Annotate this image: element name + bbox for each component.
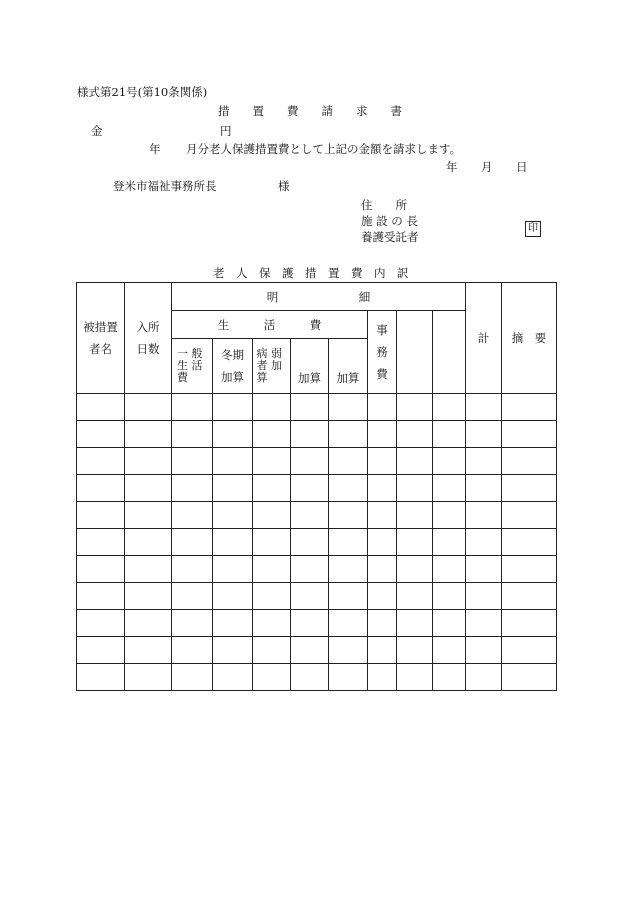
- date-year: 年: [446, 160, 458, 174]
- table-cell[interactable]: [466, 448, 502, 475]
- header-person-line-2: 者名: [89, 342, 112, 356]
- table-cell[interactable]: [502, 394, 557, 421]
- table-cell[interactable]: [172, 556, 213, 583]
- table-cell[interactable]: [291, 664, 329, 691]
- table-cell[interactable]: [213, 502, 253, 529]
- table-cell[interactable]: [77, 475, 125, 502]
- table-cell[interactable]: [466, 583, 502, 610]
- office-cost-char-2: 務: [376, 345, 388, 359]
- table-cell[interactable]: [125, 556, 172, 583]
- date-month: 月: [481, 160, 493, 174]
- table-cell[interactable]: [125, 610, 172, 637]
- table-cell[interactable]: [213, 583, 253, 610]
- general-living-text: 一 般 生 活 費: [177, 347, 203, 384]
- table-cell[interactable]: [433, 394, 466, 421]
- table-cell[interactable]: [172, 502, 213, 529]
- header-addition-1: [291, 339, 329, 394]
- table-cell[interactable]: [502, 448, 557, 475]
- contractor-label: 養護受託者: [361, 230, 419, 244]
- table-cell[interactable]: [502, 637, 557, 664]
- table-cell[interactable]: [397, 637, 433, 664]
- table-cell[interactable]: [125, 664, 172, 691]
- table-cell[interactable]: [502, 529, 557, 556]
- table-cell[interactable]: [368, 664, 397, 691]
- winter-line-2: 加算: [221, 370, 244, 384]
- table-cell[interactable]: [213, 556, 253, 583]
- table-cell[interactable]: [213, 610, 253, 637]
- table-cell[interactable]: [125, 475, 172, 502]
- table-row: [77, 583, 557, 610]
- table-cell[interactable]: [125, 637, 172, 664]
- table-cell[interactable]: [466, 610, 502, 637]
- table-cell[interactable]: [77, 610, 125, 637]
- header-days: [125, 283, 172, 394]
- header-blank-1: [397, 311, 433, 394]
- table-cell[interactable]: [172, 448, 213, 475]
- date-day: 日: [516, 160, 528, 174]
- table-cell[interactable]: [368, 610, 397, 637]
- table-cell[interactable]: [329, 556, 368, 583]
- table-cell[interactable]: [77, 664, 125, 691]
- table-cell[interactable]: [502, 556, 557, 583]
- table-cell[interactable]: [368, 475, 397, 502]
- table-cell[interactable]: [502, 583, 557, 610]
- facility-head-label: 施 設 の 長: [361, 214, 418, 228]
- sick-line-1: 病 弱 者 加: [256, 347, 282, 372]
- table-cell[interactable]: [329, 421, 368, 448]
- addressee: 登米市福祉事務所長: [113, 179, 217, 193]
- amount-unit: 円: [220, 124, 232, 138]
- table-cell[interactable]: [125, 529, 172, 556]
- table-cell[interactable]: [77, 583, 125, 610]
- sick-line-2: 算: [256, 371, 268, 384]
- table-cell[interactable]: [253, 637, 291, 664]
- table-cell[interactable]: [125, 583, 172, 610]
- table-cell[interactable]: [213, 475, 253, 502]
- address-label: 住 所: [361, 198, 407, 212]
- table-row: [77, 664, 557, 691]
- table-row: [77, 421, 557, 448]
- header-office-cost: [368, 311, 397, 394]
- document-title: 措 置 費 請 求 書: [218, 104, 402, 118]
- table-cell[interactable]: [291, 637, 329, 664]
- table-cell[interactable]: [125, 394, 172, 421]
- table-cell[interactable]: [433, 556, 466, 583]
- table-cell[interactable]: [466, 421, 502, 448]
- header-total: 計: [466, 283, 502, 394]
- table-cell[interactable]: [172, 475, 213, 502]
- table-cell[interactable]: [433, 637, 466, 664]
- seal-box: 印: [525, 221, 541, 237]
- header-days-line-2: 日数: [136, 342, 160, 356]
- table-cell[interactable]: [397, 394, 433, 421]
- table-cell[interactable]: [397, 610, 433, 637]
- table-cell[interactable]: [291, 556, 329, 583]
- table-cell[interactable]: [291, 448, 329, 475]
- table-cell[interactable]: [466, 556, 502, 583]
- table-cell[interactable]: [466, 394, 502, 421]
- table-cell[interactable]: [329, 502, 368, 529]
- addition-2-text: 加算: [336, 371, 360, 385]
- table-cell[interactable]: [291, 583, 329, 610]
- table-cell[interactable]: [253, 664, 291, 691]
- table-cell[interactable]: [433, 502, 466, 529]
- table-cell[interactable]: [466, 529, 502, 556]
- table-cell[interactable]: [172, 529, 213, 556]
- header-days-line-1: 入所: [136, 320, 160, 334]
- table-cell[interactable]: [466, 664, 502, 691]
- table-row: [77, 556, 557, 583]
- table-cell[interactable]: [291, 529, 329, 556]
- table-cell[interactable]: [329, 475, 368, 502]
- table-cell[interactable]: [213, 448, 253, 475]
- table-cell[interactable]: [253, 610, 291, 637]
- table-row: [77, 502, 557, 529]
- office-cost-char-3: 費: [376, 367, 388, 381]
- table-cell[interactable]: [253, 421, 291, 448]
- amount-label: 金: [91, 124, 103, 138]
- header-living-cost: 生 活 費: [172, 311, 368, 339]
- table-cell[interactable]: [397, 583, 433, 610]
- table-cell[interactable]: [172, 583, 213, 610]
- table-cell[interactable]: [213, 529, 253, 556]
- table-cell[interactable]: [466, 502, 502, 529]
- table-cell[interactable]: [77, 502, 125, 529]
- table-cell[interactable]: [433, 421, 466, 448]
- table-cell[interactable]: [502, 610, 557, 637]
- table-cell[interactable]: [253, 448, 291, 475]
- table-cell[interactable]: [77, 448, 125, 475]
- table-cell[interactable]: [213, 637, 253, 664]
- table-cell[interactable]: [502, 421, 557, 448]
- header-winter-addition: [213, 339, 253, 394]
- table-cell[interactable]: [502, 502, 557, 529]
- table-cell[interactable]: [213, 421, 253, 448]
- header-remarks: 摘 要: [502, 283, 557, 394]
- table-cell[interactable]: [172, 610, 213, 637]
- table-row: [77, 637, 557, 664]
- table-cell[interactable]: [172, 637, 213, 664]
- table-cell[interactable]: [329, 529, 368, 556]
- table-cell[interactable]: [502, 475, 557, 502]
- table-cell[interactable]: [77, 394, 125, 421]
- table-cell[interactable]: [433, 448, 466, 475]
- table-cell[interactable]: [397, 502, 433, 529]
- table-cell[interactable]: [368, 394, 397, 421]
- header-general-living: [172, 339, 213, 394]
- table-cell[interactable]: [172, 421, 213, 448]
- table-cell[interactable]: [466, 475, 502, 502]
- table-cell[interactable]: [397, 475, 433, 502]
- table-cell[interactable]: [368, 448, 397, 475]
- table-row: [77, 529, 557, 556]
- table-cell[interactable]: [433, 610, 466, 637]
- header-addition-2: [329, 339, 368, 394]
- table-cell[interactable]: [291, 502, 329, 529]
- table-cell[interactable]: [253, 394, 291, 421]
- table-cell[interactable]: [397, 556, 433, 583]
- table-cell[interactable]: [397, 529, 433, 556]
- table-cell[interactable]: [433, 475, 466, 502]
- addition-1-text: 加算: [298, 371, 321, 385]
- header-detail: 明 細: [172, 283, 466, 311]
- table-cell[interactable]: [253, 502, 291, 529]
- request-sentence: 月分老人保護措置費として上記の金額を請求します。: [186, 142, 462, 156]
- table-cell[interactable]: [291, 421, 329, 448]
- table-cell[interactable]: [368, 529, 397, 556]
- table-cell[interactable]: [368, 502, 397, 529]
- header-sick-addition: [253, 339, 291, 394]
- table-cell[interactable]: [77, 637, 125, 664]
- table-cell[interactable]: [329, 394, 368, 421]
- table-cell[interactable]: [329, 664, 368, 691]
- table-cell[interactable]: [433, 529, 466, 556]
- table-cell[interactable]: [368, 583, 397, 610]
- table-cell[interactable]: [125, 421, 172, 448]
- table-cell[interactable]: [213, 394, 253, 421]
- table-cell[interactable]: [502, 664, 557, 691]
- table-row: [77, 394, 557, 421]
- table-cell[interactable]: [213, 664, 253, 691]
- table-cell[interactable]: [291, 475, 329, 502]
- table-cell[interactable]: [368, 421, 397, 448]
- table-cell[interactable]: [397, 421, 433, 448]
- table-cell[interactable]: [329, 583, 368, 610]
- winter-line-1: 冬期: [221, 348, 244, 362]
- table-title: 老 人 保 護 措 置 費 内 訳: [213, 266, 409, 280]
- table-cell[interactable]: [77, 529, 125, 556]
- header-person-line-1: 被措置: [83, 320, 118, 334]
- table-cell[interactable]: [368, 556, 397, 583]
- table-cell[interactable]: [397, 664, 433, 691]
- header-person-name: [77, 283, 125, 394]
- addressee-honorific: 様: [278, 179, 290, 193]
- form-number: 様式第21号(第10条関係): [77, 85, 208, 99]
- table-cell[interactable]: [368, 637, 397, 664]
- table-cell[interactable]: [329, 637, 368, 664]
- table-cell[interactable]: [125, 502, 172, 529]
- table-cell[interactable]: [77, 556, 125, 583]
- table-row: [77, 475, 557, 502]
- table-cell[interactable]: [291, 610, 329, 637]
- table-cell[interactable]: [433, 664, 466, 691]
- header-blank-2: [433, 311, 466, 394]
- table-cell[interactable]: [253, 529, 291, 556]
- request-year: 年: [149, 142, 161, 156]
- table-cell[interactable]: [172, 664, 213, 691]
- table-cell[interactable]: [291, 394, 329, 421]
- table-cell[interactable]: [329, 448, 368, 475]
- table-cell[interactable]: [253, 475, 291, 502]
- table-cell[interactable]: [397, 448, 433, 475]
- table-cell[interactable]: [77, 421, 125, 448]
- table-cell[interactable]: [125, 448, 172, 475]
- table-cell[interactable]: [466, 637, 502, 664]
- table-cell[interactable]: [253, 583, 291, 610]
- table-cell[interactable]: [433, 583, 466, 610]
- table-row: [77, 448, 557, 475]
- table-cell[interactable]: [329, 610, 368, 637]
- table-cell[interactable]: [253, 556, 291, 583]
- breakdown-table: [76, 282, 557, 691]
- table-cell[interactable]: [172, 394, 213, 421]
- office-cost-char-1: 事: [376, 323, 388, 337]
- table-row: [77, 610, 557, 637]
